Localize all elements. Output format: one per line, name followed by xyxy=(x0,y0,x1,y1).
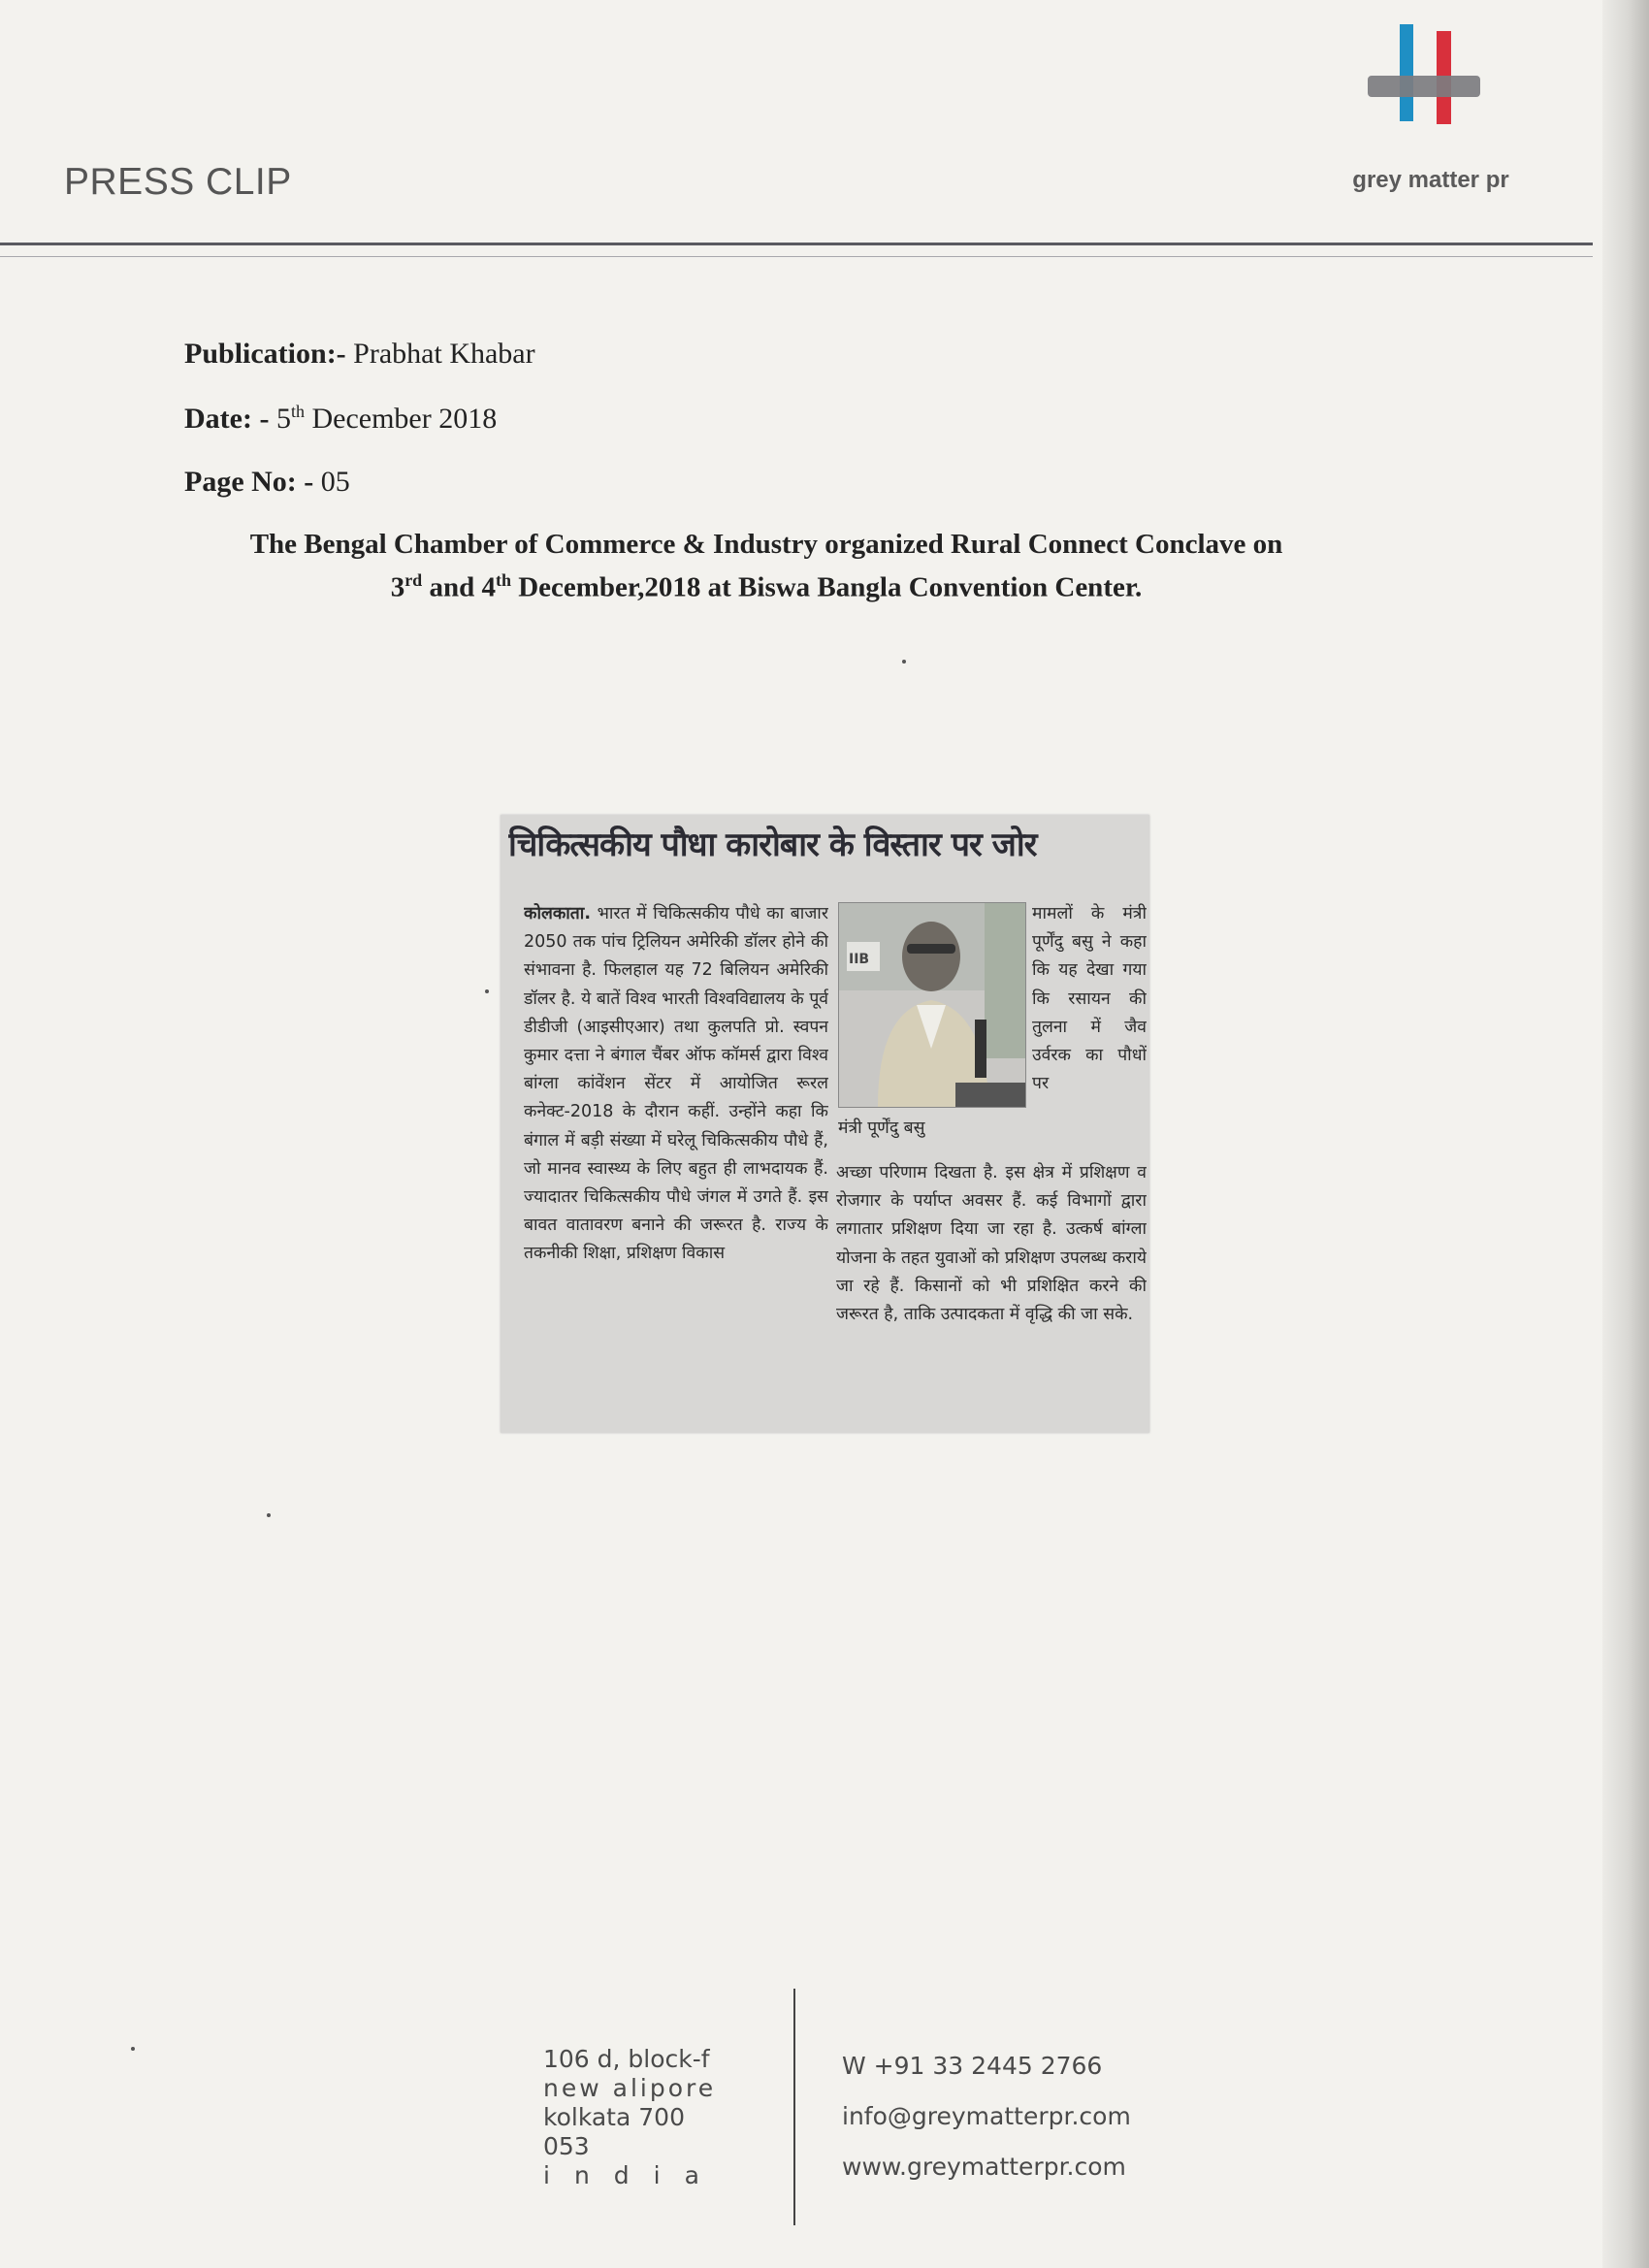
clip-column-1 xyxy=(524,900,828,1430)
date-rest: December 2018 xyxy=(311,403,498,435)
clip-column-1-text: भारत में चिकित्सकीय पौधे का बाजार 2050 तक पांच ट्रिलियन अमेरिकी डॉलर होने की संभावना है. फिलहाल यह 72 बिलियन अमेरिकी डॉलर है. ये बातें विश्व भारती विश्वविद्यालय के पूर्व डीडीजी (आइसीएआर) तथा कुलपति प्रो. स्वपन कुमार दत्ता ने बंगाल चैंबर ऑफ कॉमर्स द्वारा विश्व बांग्ला कांवेंशन सेंटर में आयोजित रूरल कनेक्ट-2018 के दौरान कहीं. उन्होंने कहा कि बंगाल में बड़ी संख्या में घरेलू चिकित्सकीय पौधे हैं, जो मानव स्वास्थ्य के लिए बहुत ही लाभदायक हैं. ज्यादातर चिकित्सकीय पौधे जंगल में उगते हैं. इस बावत वातावरण बनाने की जरूरत है. राज्य के तकनीकी शिक्षा, प्रशिक्षण विकास xyxy=(524,904,828,1264)
email-link[interactable]: info@greymatterpr.com xyxy=(842,2102,1131,2130)
brand-name: grey matter pr xyxy=(1352,167,1509,193)
headline-sup-th: th xyxy=(495,570,511,590)
photo-banner-text: IIB xyxy=(849,952,870,967)
page-line xyxy=(184,466,350,499)
headline-sup-rd: rd xyxy=(404,570,423,590)
paper-speck xyxy=(485,989,489,993)
press-clip-title: PRESS CLIP xyxy=(64,161,292,203)
page-value: 05 xyxy=(320,466,350,498)
headline-rest: December,2018 at Biswa Bangla Convention Center. xyxy=(510,571,1143,603)
website-link[interactable]: www.greymatterpr.com xyxy=(842,2153,1126,2181)
headline-line-2 xyxy=(146,570,1387,604)
publication-label: Publication:- xyxy=(184,338,346,370)
header-rule xyxy=(0,243,1593,245)
paper-speck xyxy=(267,1513,271,1517)
footer-address xyxy=(543,2045,737,2190)
headline-day-3: 3 xyxy=(390,571,405,603)
headline-and-4: and 4 xyxy=(422,571,496,603)
page-edge-shadow xyxy=(1602,0,1649,2268)
newspaper-clipping xyxy=(501,815,1149,1433)
page-label: Page No: - xyxy=(184,466,314,498)
photo-caption: मंत्री पूर्णेंदु बसु xyxy=(838,1118,925,1138)
address-line-1: 106 d, block-f xyxy=(543,2045,710,2073)
footer-contact xyxy=(842,2041,1191,2192)
clip-column-2: मामलों के मंत्री पूर्णेंदु बसु ने कहा कि यह देखा गया कि रसायन की तुलना में जैव उर्वरक का पौधों पर xyxy=(1032,904,1147,1094)
clip-column-3: अच्छा परिणाम दिखता है. इस क्षेत्र में प्रशिक्षण व रोजगार के पर्याप्त अवसर हैं. कई विभागों द्वारा लगातार प्रशिक्षण दिया जा रहा है. उत्कर्ष बांग्ला योजना के तहत युवाओं को प्रशिक्षण उपलब्ध कराये जा रहे हैं. किसानों को भी प्रशिक्षित करने की जरूरत है, ताकि उत्पादकता में वृद्धि की जा सके. xyxy=(836,1163,1147,1325)
paper-speck xyxy=(131,2047,135,2051)
clip-headline: चिकित्सकीय पौधा कारोबार के विस्तार पर जोर xyxy=(508,826,1037,864)
address-line-3: kolkata 700 053 xyxy=(543,2103,685,2160)
headline-line-1: The Bengal Chamber of Commerce & Industry organized Rural Connect Conclave on xyxy=(249,529,1283,560)
paper-speck xyxy=(902,660,906,664)
publication-value: Prabhat Khabar xyxy=(353,338,535,370)
header-rule-thin xyxy=(0,256,1593,257)
clip-dateline: कोलकाता. xyxy=(524,904,591,923)
phone-number: W +91 33 2445 2766 xyxy=(842,2052,1103,2080)
address-line-2: new alipore xyxy=(543,2074,717,2102)
footer-divider xyxy=(793,1989,795,2225)
date-line xyxy=(184,402,497,436)
grey-matter-logo-icon xyxy=(1363,19,1489,165)
date-day: 5 xyxy=(275,403,291,435)
address-line-4: india xyxy=(543,2161,724,2189)
minister-photo-image xyxy=(839,903,1025,1107)
date-suffix: th xyxy=(290,402,305,421)
publication-line xyxy=(184,338,535,371)
date-label: Date: - xyxy=(184,403,270,435)
minister-photo xyxy=(838,902,1026,1108)
